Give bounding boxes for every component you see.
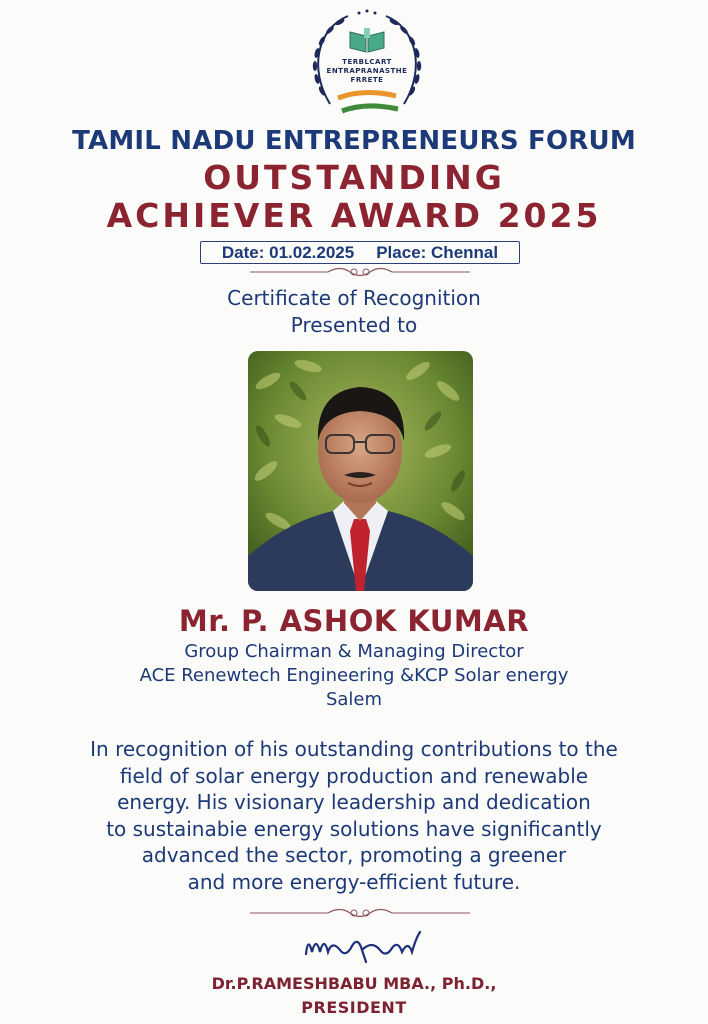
citation-text	[30, 736, 678, 895]
date-place-box	[200, 241, 520, 264]
recipient-photo	[248, 351, 473, 591]
forum-title: TAMIL NADU ENTREPRENEURS FORUM	[72, 126, 636, 156]
citation-line: field of solar energy production and renewable	[119, 763, 589, 788]
logo-caption-line2: ENTRAPRANASTHE	[326, 67, 408, 75]
event-date: Date: 01.02.2025	[221, 243, 355, 262]
recipient-company: ACE Renewtech Engineering &KCP Solar energy	[139, 665, 569, 686]
logo-caption	[304, 58, 430, 85]
citation-line: energy. His visionary leadership and dedication	[117, 790, 591, 814]
award-title-line1: OUTSTANDING	[203, 158, 505, 197]
recipient-title: Group Chairman & Managing Director	[184, 641, 524, 662]
certificate-heading: Certificate of Recognition	[227, 286, 481, 310]
divider-flourish-icon	[250, 906, 470, 920]
divider-flourish-icon	[250, 265, 470, 279]
citation-line: to sustainabie energy solutions have significantly	[106, 816, 602, 841]
logo-caption-line3: FRRETE	[350, 76, 384, 84]
logo-caption-line1: TERBLCART	[342, 58, 392, 66]
citation-line: In recognition of his outstanding contributions to the	[90, 737, 618, 761]
recipient-city: Salem	[325, 689, 383, 710]
event-place: Place: Chennal	[376, 243, 499, 262]
recipient-name: Mr. P. ASHOK KUMAR	[178, 604, 530, 638]
citation-line: advanced the sector, promoting a greener	[141, 843, 567, 867]
forum-logo	[304, 8, 430, 120]
signatory-role: PRESIDENT	[301, 998, 407, 1017]
portrait-image	[248, 351, 473, 591]
signatory-name: Dr.P.RAMESHBABU MBA., Ph.D.,	[211, 974, 497, 993]
presented-to: Presented to	[290, 313, 418, 337]
award-title-line2: ACHIEVER AWARD 2025	[106, 196, 602, 235]
citation-line: and more energy-efficient future.	[187, 869, 521, 894]
signature-icon	[300, 928, 430, 968]
